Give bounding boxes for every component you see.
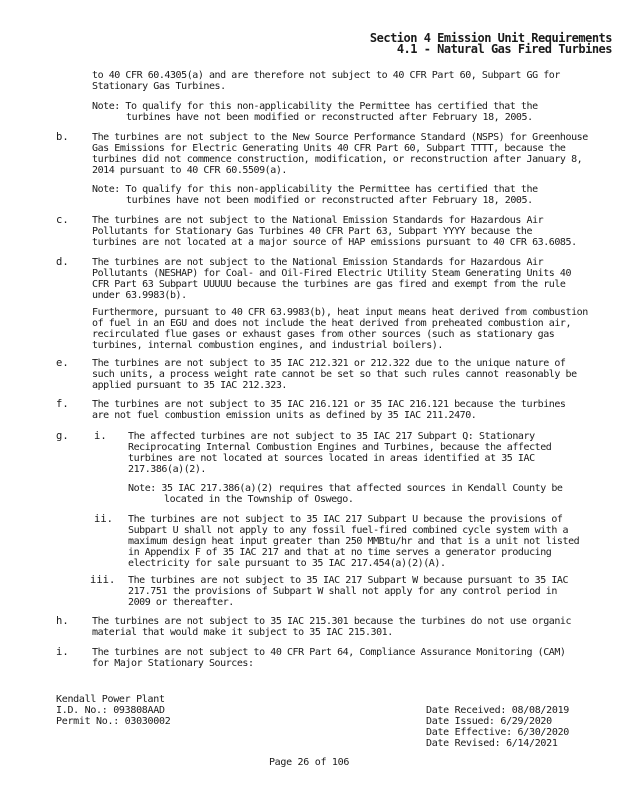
date-revised: Date Revised: 6/14/2021	[426, 738, 558, 749]
section-title: Section 4 Emission Unit Requirements	[369, 31, 612, 45]
permit-number: Permit No.: 03030002	[56, 716, 171, 727]
date-effective: Date Effective: 6/30/2020	[426, 727, 570, 738]
item-e-text: The turbines are not subject to 35 IAC 212.321 or 212.322 due to the unique nature of such units, a process weight rate cannot be set so that such rules cannot reasonably be applied pursuant to 35 IAC 212.323.	[92, 358, 577, 391]
item-i-text: The turbines are not subject to 40 CFR Part 64, Compliance Assurance Monitoring (CAM) for Major Stationary Sources:	[92, 647, 566, 669]
item-h-label: h.	[56, 615, 69, 627]
item-b-text: The turbines are not subject to the New Source Performance Standard (NSPS) for Greenhouse Gas Emissions for Electric Generating Units 40 CFR Part 60, Subpart TTTT, because the turbines did not commence construction, modification, or reconstruction after January 8, 2014 pursuant to 40 CFR 60.5509(a).	[92, 132, 588, 176]
item-g-ii-text: The turbines are not subject to 35 IAC 217 Subpart U because the provisions of Subpart U shall not apply to any fossil fuel-fired combined cycle system with a maximum design heat input greater than 250 MMBtu/hr and that is a unit not listed in Appendix F of 35 IAC 217 and that at no time serves a generator producing electricity for sale pursuant to 35 IAC 217.454(a)(2)(A).	[128, 514, 580, 569]
item-c-label: c.	[56, 214, 69, 226]
page-number: Page 26 of 106	[268, 757, 350, 768]
footer-left	[56, 694, 170, 727]
item-a-note: Note: To qualify for this non-applicability the Permittee has certified that the turbines have not been modified or reconstructed after February 18, 2005.	[92, 101, 538, 123]
section-header	[370, 33, 612, 55]
subsection-title: 4.1 - Natural Gas Fired Turbines	[396, 42, 612, 56]
item-b-label: b.	[56, 131, 69, 143]
item-g-i-label: i.	[94, 430, 107, 442]
footer-right	[426, 705, 569, 749]
item-f-label: f.	[56, 398, 69, 410]
item-g-ii-label: ii.	[94, 513, 113, 525]
item-i-label: i.	[56, 646, 69, 658]
item-e-label: e.	[56, 357, 69, 369]
item-g-iii-label: iii.	[90, 574, 116, 586]
item-a-continuation: to 40 CFR 60.4305(a) and are therefore not subject to 40 CFR Part 60, Subpart GG for Stationary Gas Turbines.	[92, 70, 560, 92]
item-g-label: g.	[56, 430, 69, 442]
date-issued: Date Issued: 6/29/2020	[426, 716, 552, 727]
date-received: Date Received: 08/08/2019	[426, 705, 570, 716]
item-f-text: The turbines are not subject to 35 IAC 216.121 or 35 IAC 216.121 because the turbines are not fuel combustion emission units as defined by 35 IAC 211.2470.	[92, 399, 566, 421]
item-d-label: d.	[56, 256, 69, 268]
item-g-i-text: The affected turbines are not subject to 35 IAC 217 Subpart Q: Stationary Reciprocating Internal Combustion Engines and Turbines, because the affected turbines are not located at sources located in areas identified at 35 IAC 217.386(a)(2).	[128, 431, 552, 475]
item-b-note: Note: To qualify for this non-applicability the Permittee has certified that the turbines have not been modified or reconstructed after February 18, 2005.	[92, 184, 538, 206]
item-c-text: The turbines are not subject to the National Emission Standards for Hazardous Air Pollutants for Stationary Gas Turbines 40 CFR Part 63, Subpart YYYY because the turbines are not located at a major source of HAP emissions pursuant to 40 CFR 63.6085.	[92, 215, 577, 248]
item-h-text: The turbines are not subject to 35 IAC 215.301 because the turbines do not use organic material that would make it subject to 35 IAC 215.301.	[92, 616, 572, 638]
item-g-i-note: Note: 35 IAC 217.386(a)(2) requires that affected sources in Kendall County be located in the Township of Oswego.	[128, 483, 563, 505]
item-g-iii-text: The turbines are not subject to 35 IAC 217 Subpart W because pursuant to 35 IAC 217.751 the provisions of Subpart W shall not apply for any control period in 2009 or thereafter.	[128, 575, 569, 608]
id-number: I.D. No.: 093808AAD	[56, 705, 165, 716]
item-d-paragraph-2: Furthermore, pursuant to 40 CFR 63.9983(b), heat input means heat derived from combustion of fuel in an EGU and does not include the heat derived from preheated combustion air, recirculated flue gases or exhaust gases from other sources (such as stationary gas turbines, internal combustion engines, and industrial boilers).	[92, 307, 588, 351]
facility-name: Kendall Power Plant	[56, 694, 165, 705]
item-d-text: The turbines are not subject to the National Emission Standards for Hazardous Air Pollutants (NESHAP) for Coal- and Oil-Fired Electric Utility Steam Generating Units 40 CFR Part 63 Subpart UUUUU because the turbines are gas fired and exempt from the rule under 63.9983(b).	[92, 257, 572, 301]
